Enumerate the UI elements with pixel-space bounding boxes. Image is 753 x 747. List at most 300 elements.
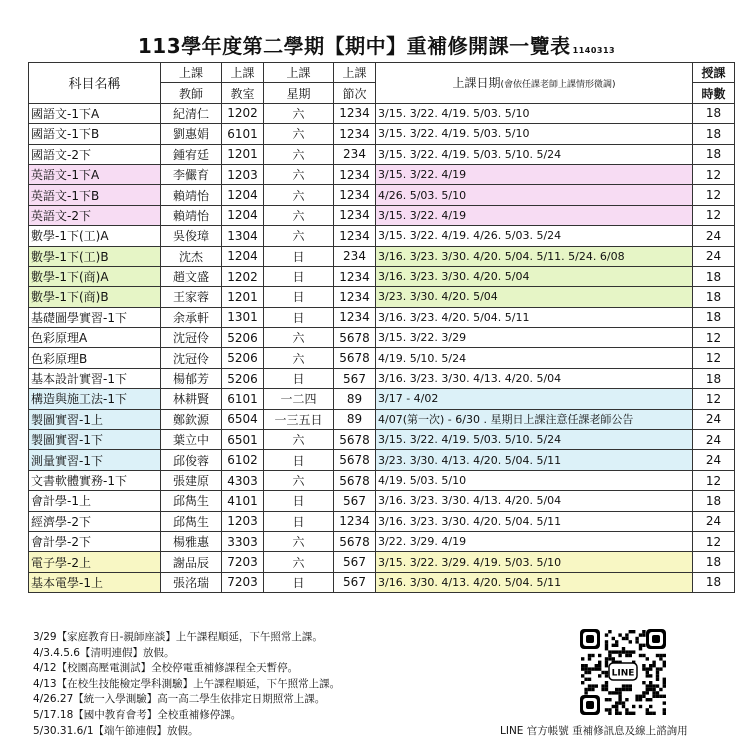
- period-cell: 1234: [334, 226, 376, 246]
- qr-module: [622, 684, 625, 687]
- subject-cell: 電子學-2上: [29, 552, 161, 572]
- subject-cell: 英語文-2下: [29, 205, 161, 225]
- day-cell: 六: [264, 348, 334, 368]
- qr-module: [615, 712, 618, 715]
- subject-cell: 色彩原理B: [29, 348, 161, 368]
- qr-module: [625, 688, 628, 691]
- table-row: [29, 328, 735, 348]
- qr-module: [632, 712, 635, 715]
- qr-module: [632, 650, 635, 653]
- qr-module: [612, 691, 615, 694]
- qr-module: [649, 712, 652, 715]
- dates-cell: 4/19. 5/10. 5/24: [376, 348, 693, 368]
- room-cell: 5206: [222, 368, 264, 388]
- qr-module: [646, 657, 649, 660]
- qr-module: [656, 654, 659, 657]
- day-cell: 日: [264, 511, 334, 531]
- dates-cell: 3/17 - 4/02: [376, 389, 693, 409]
- day-cell: 六: [264, 226, 334, 246]
- qr-module: [663, 681, 666, 684]
- subject-cell: 基本設計實習-1下: [29, 368, 161, 388]
- period-cell: 5678: [334, 328, 376, 348]
- header-day-2: 星期: [264, 83, 334, 103]
- qr-module: [584, 678, 587, 681]
- hours-cell: 12: [693, 185, 735, 205]
- qr-module: [649, 705, 652, 708]
- qr-module: [622, 705, 625, 708]
- teacher-cell: 張洺瑞: [161, 572, 222, 592]
- subject-cell: 構造與施工法-1下: [29, 389, 161, 409]
- header-dates: [376, 63, 693, 104]
- table-row: [29, 348, 735, 368]
- qr-module: [625, 637, 628, 640]
- qr-module: [615, 701, 618, 704]
- dates-cell: 3/15. 3/22. 4/19. 5/03. 5/10. 5/24: [376, 144, 693, 164]
- qr-module: [639, 654, 642, 657]
- day-cell: 六: [264, 531, 334, 551]
- qr-module: [605, 644, 608, 647]
- qr-module: [612, 650, 615, 653]
- qr-module: [663, 678, 666, 681]
- qr-module: [625, 684, 628, 687]
- subject-cell: 國語文-2下: [29, 144, 161, 164]
- period-cell: 567: [334, 368, 376, 388]
- day-cell: 六: [264, 470, 334, 490]
- qr-module: [608, 708, 611, 711]
- qr-module: [618, 701, 621, 704]
- subject-cell: 國語文-1下A: [29, 103, 161, 123]
- hours-cell: 24: [693, 450, 735, 470]
- qr-module: [663, 661, 666, 664]
- qr-module: [646, 698, 649, 701]
- qr-module: [663, 695, 666, 698]
- qr-module: [656, 674, 659, 677]
- qr-module: [625, 712, 628, 715]
- qr-module: [598, 664, 601, 667]
- teacher-cell: 楊郁芳: [161, 368, 222, 388]
- table-row: [29, 409, 735, 429]
- day-cell: 六: [264, 144, 334, 164]
- qr-module: [625, 698, 628, 701]
- qr-module: [646, 674, 649, 677]
- qr-module: [639, 698, 642, 701]
- qr-module: [612, 644, 615, 647]
- table-row: [29, 491, 735, 511]
- day-cell: 日: [264, 246, 334, 266]
- qr-module: [588, 671, 591, 674]
- period-cell: 5678: [334, 470, 376, 490]
- qr-line-label: LINE: [611, 668, 635, 679]
- header-dates-note: (會依任課老師上課情形微調): [500, 80, 616, 91]
- qr-module: [649, 684, 652, 687]
- dates-cell: 3/15. 3/22. 3/29: [376, 328, 693, 348]
- table-row: [29, 185, 735, 205]
- table-row: [29, 266, 735, 286]
- qr-module: [659, 688, 662, 691]
- qr-module: [635, 695, 638, 698]
- teacher-cell: 葉立中: [161, 430, 222, 450]
- note-item: 4/12【校園高壓電測試】全校停電重補修課程全天暫停。: [33, 662, 299, 675]
- room-cell: 5206: [222, 348, 264, 368]
- qr-module: [615, 705, 618, 708]
- qr-module: [605, 661, 608, 664]
- qr-module: [646, 708, 649, 711]
- qr-module: [612, 637, 615, 640]
- teacher-cell: 林耕賢: [161, 389, 222, 409]
- qr-module: [642, 633, 645, 636]
- dates-cell: 3/16. 3/23. 3/30. 4/13. 4/20. 5/04: [376, 368, 693, 388]
- qr-module: [591, 654, 594, 657]
- period-cell: 1234: [334, 511, 376, 531]
- day-cell: 日: [264, 368, 334, 388]
- note-item: 4/26.27【統一入學測驗】高一高二學生依排定日期照常上課。: [33, 693, 326, 706]
- qr-module: [618, 688, 621, 691]
- day-cell: 一三五日: [264, 409, 334, 429]
- subject-cell: 測量實習-1下: [29, 450, 161, 470]
- room-cell: 1304: [222, 226, 264, 246]
- note-item: 4/13【在校生技能檢定學科測驗】上午課程順延，下午照常上課。: [33, 677, 341, 690]
- subject-cell: 數學-1下(工)B: [29, 246, 161, 266]
- period-cell: 5678: [334, 430, 376, 450]
- hours-cell: 18: [693, 287, 735, 307]
- qr-module: [605, 640, 608, 643]
- qr-module: [656, 691, 659, 694]
- room-cell: 6101: [222, 124, 264, 144]
- qr-module: [605, 664, 608, 667]
- title-main: 113學年度第二學期【期中】重補修開課一覽表: [137, 34, 571, 58]
- table-row: [29, 450, 735, 470]
- period-cell: 1234: [334, 185, 376, 205]
- qr-module: [635, 698, 638, 701]
- subject-cell: 會計學-1上: [29, 491, 161, 511]
- qr-module: [581, 667, 584, 670]
- qr-module: [663, 664, 666, 667]
- table-row: [29, 246, 735, 266]
- qr-module: [656, 671, 659, 674]
- hours-cell: 18: [693, 266, 735, 286]
- qr-module: [646, 667, 649, 670]
- header-hours-1: 授課: [693, 63, 735, 83]
- qr-module: [595, 664, 598, 667]
- hours-cell: 12: [693, 470, 735, 490]
- hours-cell: 24: [693, 226, 735, 246]
- room-cell: 5206: [222, 328, 264, 348]
- header-period-1: 上課: [334, 63, 376, 83]
- period-cell: 567: [334, 491, 376, 511]
- teacher-cell: 楊雅惠: [161, 531, 222, 551]
- table-body: [29, 103, 735, 592]
- qr-module: [618, 650, 621, 653]
- subject-cell: 數學-1下(工)A: [29, 226, 161, 246]
- subject-cell: 文書軟體實務-1下: [29, 470, 161, 490]
- hours-cell: 18: [693, 103, 735, 123]
- dates-cell: 3/16. 3/23. 4/20. 5/04. 5/11: [376, 307, 693, 327]
- qr-module: [605, 633, 608, 636]
- page-title: [0, 30, 753, 59]
- header-day-1: 上課: [264, 63, 334, 83]
- line-qr-code[interactable]: [580, 629, 666, 715]
- qr-module: [581, 674, 584, 677]
- qr-module: [605, 698, 608, 701]
- teacher-cell: 李儼育: [161, 164, 222, 184]
- qr-module: [656, 667, 659, 670]
- qr-module: [663, 708, 666, 711]
- qr-module: [584, 671, 587, 674]
- table-row: [29, 572, 735, 592]
- qr-module: [595, 684, 598, 687]
- period-cell: 1234: [334, 164, 376, 184]
- period-cell: 1234: [334, 103, 376, 123]
- subject-cell: 色彩原理A: [29, 328, 161, 348]
- dates-cell: 4/19. 5/03. 5/10: [376, 470, 693, 490]
- room-cell: 6102: [222, 450, 264, 470]
- header-subject: 科目名稱: [29, 63, 161, 104]
- day-cell: 六: [264, 430, 334, 450]
- qr-module: [608, 654, 611, 657]
- hours-cell: 18: [693, 491, 735, 511]
- teacher-cell: 張建原: [161, 470, 222, 490]
- qr-module: [635, 637, 638, 640]
- qr-module: [652, 695, 655, 698]
- qr-module: [608, 712, 611, 715]
- qr-module: [618, 691, 621, 694]
- dates-cell: 3/16. 3/23. 3/30. 4/13. 4/20. 5/04: [376, 491, 693, 511]
- hours-cell: 18: [693, 124, 735, 144]
- dates-cell: 3/15. 3/22. 4/19. 5/03. 5/10. 5/24: [376, 430, 693, 450]
- dates-cell: 3/15. 3/22. 3/29. 4/19. 5/03. 5/10: [376, 552, 693, 572]
- qr-caption: LINE 官方帳號 重補修訊息及線上諮詢用: [500, 725, 688, 737]
- table-row: [29, 531, 735, 551]
- room-cell: 1202: [222, 266, 264, 286]
- qr-module: [629, 684, 632, 687]
- dates-cell: 3/16. 3/30. 4/13. 4/20. 5/04. 5/11: [376, 572, 693, 592]
- qr-module: [625, 650, 628, 653]
- qr-module: [656, 678, 659, 681]
- header-room-2: 教室: [222, 83, 264, 103]
- qr-module: [584, 667, 587, 670]
- hours-cell: 12: [693, 389, 735, 409]
- period-cell: 567: [334, 552, 376, 572]
- qr-module: [642, 681, 645, 684]
- qr-module: [605, 708, 608, 711]
- qr-module: [584, 691, 587, 694]
- qr-module: [646, 712, 649, 715]
- teacher-cell: 賴靖怡: [161, 205, 222, 225]
- notes-list: [33, 630, 340, 739]
- qr-module: [612, 705, 615, 708]
- qr-module: [581, 681, 584, 684]
- day-cell: 六: [264, 103, 334, 123]
- qr-module: [588, 667, 591, 670]
- table-row: [29, 124, 735, 144]
- qr-module: [622, 650, 625, 653]
- qr-module: [649, 681, 652, 684]
- teacher-cell: 鄭欽源: [161, 409, 222, 429]
- dates-cell: 3/15. 3/22. 4/19: [376, 164, 693, 184]
- qr-module: [625, 708, 628, 711]
- teacher-cell: 趙文盛: [161, 266, 222, 286]
- dates-cell: 3/16. 3/23. 3/30. 4/20. 5/04. 5/11: [376, 511, 693, 531]
- room-cell: 1204: [222, 185, 264, 205]
- qr-module: [635, 640, 638, 643]
- dates-cell: 3/15. 3/22. 4/19. 5/03. 5/10: [376, 103, 693, 123]
- room-cell: 1301: [222, 307, 264, 327]
- dates-cell: 3/23. 3/30. 4/20. 5/04: [376, 287, 693, 307]
- day-cell: 日: [264, 491, 334, 511]
- day-cell: 日: [264, 287, 334, 307]
- qr-module: [598, 654, 601, 657]
- qr-module: [639, 644, 642, 647]
- qr-module: [598, 667, 601, 670]
- room-cell: 4303: [222, 470, 264, 490]
- day-cell: 六: [264, 124, 334, 144]
- qr-module: [601, 684, 604, 687]
- qr-module: [615, 650, 618, 653]
- qr-module: [663, 654, 666, 657]
- day-cell: 六: [264, 185, 334, 205]
- room-cell: 7203: [222, 552, 264, 572]
- qr-module: [625, 633, 628, 636]
- qr-module: [601, 688, 604, 691]
- qr-module: [632, 705, 635, 708]
- qr-module: [584, 688, 587, 691]
- qr-module: [646, 684, 649, 687]
- dates-cell: 3/16. 3/23. 3/30. 4/20. 5/04. 5/11. 5/24. 6/08: [376, 246, 693, 266]
- day-cell: 日: [264, 450, 334, 470]
- qr-module: [605, 657, 608, 660]
- table-row: [29, 307, 735, 327]
- room-cell: 1201: [222, 144, 264, 164]
- teacher-cell: 余承軒: [161, 307, 222, 327]
- qr-module: [652, 684, 655, 687]
- qr-module: [612, 657, 615, 660]
- teacher-cell: 吳俊璋: [161, 226, 222, 246]
- qr-module: [615, 691, 618, 694]
- qr-module: [652, 661, 655, 664]
- teacher-cell: 紀清仁: [161, 103, 222, 123]
- subject-cell: 數學-1下(商)B: [29, 287, 161, 307]
- qr-module: [656, 695, 659, 698]
- qr-module: [663, 684, 666, 687]
- header-dates-main: 上課日期: [452, 76, 501, 91]
- period-cell: 1234: [334, 307, 376, 327]
- dates-cell: 4/26. 5/03. 5/10: [376, 185, 693, 205]
- table-row: [29, 103, 735, 123]
- dates-cell: 3/15. 3/22. 4/19. 4/26. 5/03. 5/24: [376, 226, 693, 246]
- hours-cell: 12: [693, 205, 735, 225]
- qr-module: [652, 664, 655, 667]
- hours-cell: 12: [693, 348, 735, 368]
- period-cell: 234: [334, 246, 376, 266]
- hours-cell: 24: [693, 246, 735, 266]
- hours-cell: 18: [693, 552, 735, 572]
- qr-module: [588, 678, 591, 681]
- qr-module: [646, 671, 649, 674]
- qr-module: [649, 674, 652, 677]
- dates-cell: 4/07(第一次) - 6/30 . 星期日上課注意任課老師公告: [376, 409, 693, 429]
- period-cell: 89: [334, 409, 376, 429]
- qr-module: [618, 654, 621, 657]
- period-cell: 234: [334, 144, 376, 164]
- qr-module: [601, 671, 604, 674]
- qr-module: [588, 688, 591, 691]
- qr-module: [608, 657, 611, 660]
- room-cell: 1203: [222, 511, 264, 531]
- period-cell: 1234: [334, 205, 376, 225]
- room-cell: 6501: [222, 430, 264, 450]
- table-row: [29, 226, 735, 246]
- dates-cell: 3/16. 3/23. 3/30. 4/20. 5/04: [376, 266, 693, 286]
- qr-module: [598, 674, 601, 677]
- header-row-1: [29, 63, 735, 83]
- note-item: 3/29【家庭教育日-親師座談】上午課程順延，下午照常上課。: [33, 631, 323, 643]
- qr-module: [605, 674, 608, 677]
- period-cell: 567: [334, 572, 376, 592]
- subject-cell: 英語文-1下A: [29, 164, 161, 184]
- room-cell: 1202: [222, 103, 264, 123]
- qr-module: [639, 647, 642, 650]
- room-cell: 1203: [222, 164, 264, 184]
- period-cell: 89: [334, 389, 376, 409]
- room-cell: 4101: [222, 491, 264, 511]
- room-cell: 1201: [222, 287, 264, 307]
- teacher-cell: 鍾宥廷: [161, 144, 222, 164]
- qr-module: [608, 691, 611, 694]
- qr-module: [646, 691, 649, 694]
- course-schedule-table: [28, 62, 735, 593]
- qr-module: [649, 688, 652, 691]
- qr-module: [649, 698, 652, 701]
- qr-module: [629, 630, 632, 633]
- qr-module: [605, 688, 608, 691]
- dates-cell: 3/23. 3/30. 4/13. 4/20. 5/04. 5/11: [376, 450, 693, 470]
- table-row: [29, 144, 735, 164]
- hours-cell: 12: [693, 328, 735, 348]
- qr-module: [646, 688, 649, 691]
- qr-module: [615, 640, 618, 643]
- qr-module: [656, 684, 659, 687]
- qr-module: [639, 705, 642, 708]
- day-cell: 六: [264, 164, 334, 184]
- header-teacher-1: 上課: [161, 63, 222, 83]
- qr-module: [625, 654, 628, 657]
- qr-module: [663, 701, 666, 704]
- period-cell: 5678: [334, 531, 376, 551]
- qr-module: [615, 644, 618, 647]
- qr-module: [642, 667, 645, 670]
- qr-module: [588, 654, 591, 657]
- qr-module: [581, 664, 584, 667]
- hours-cell: 12: [693, 164, 735, 184]
- qr-module: [629, 650, 632, 653]
- teacher-cell: 邱雋生: [161, 511, 222, 531]
- subject-cell: 英語文-1下B: [29, 185, 161, 205]
- subject-cell: 國語文-1下B: [29, 124, 161, 144]
- hours-cell: 24: [693, 409, 735, 429]
- period-cell: 5678: [334, 450, 376, 470]
- qr-module: [642, 644, 645, 647]
- qr-module: [639, 633, 642, 636]
- table-row: [29, 389, 735, 409]
- header-room-1: 上課: [222, 63, 264, 83]
- hours-cell: 24: [693, 511, 735, 531]
- qr-module: [649, 667, 652, 670]
- hours-cell: 18: [693, 144, 735, 164]
- teacher-cell: 沈冠伶: [161, 348, 222, 368]
- hours-cell: 18: [693, 368, 735, 388]
- day-cell: 六: [264, 552, 334, 572]
- qr-module: [642, 654, 645, 657]
